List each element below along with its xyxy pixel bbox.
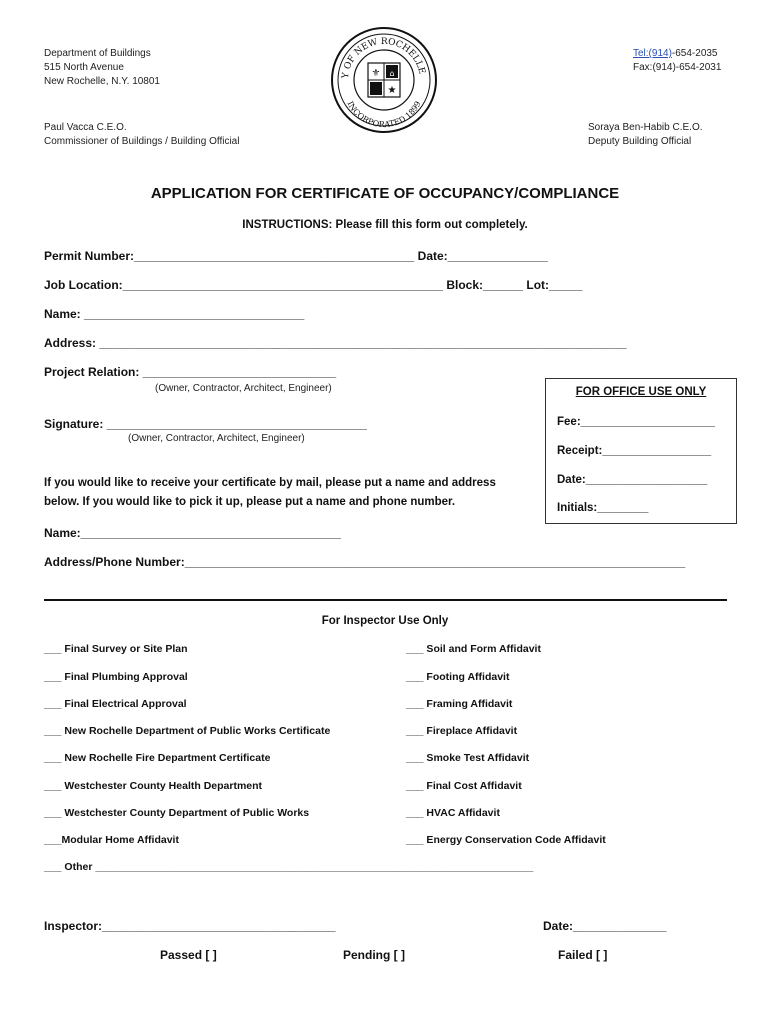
- department-line: Department of Buildings: [44, 48, 151, 59]
- inspector-date-field[interactable]: Date:______________: [543, 919, 667, 933]
- office-use-box: [545, 378, 737, 524]
- contact-block: [633, 47, 721, 75]
- checklist-item-modular-home[interactable]: ___Modular Home Affidavit: [44, 834, 179, 846]
- telephone-link[interactable]: Tel:(914): [633, 48, 672, 59]
- office-receipt-field[interactable]: Receipt:_________________: [557, 445, 712, 457]
- checklist-item-energy-code[interactable]: ___ Energy Conservation Code Affidavit: [406, 834, 606, 846]
- deputy-name: Soraya Ben-Habib C.E.O.: [588, 122, 703, 133]
- office-date-field[interactable]: Date:___________________: [557, 474, 708, 486]
- checklist-item-other[interactable]: ___ Other ___________________________________________________________________________: [44, 861, 534, 873]
- signature-field[interactable]: Signature: _______________________________________: [44, 417, 367, 431]
- telephone-line: [633, 47, 721, 61]
- name-field[interactable]: Name: _________________________________: [44, 307, 305, 321]
- commissioner-title: Commissioner of Buildings / Building Official: [44, 136, 240, 147]
- address-phone-field[interactable]: Address/Phone Number:___________________________________________________________________________: [44, 555, 686, 569]
- inspector-signature-field[interactable]: Inspector:___________________________________: [44, 919, 336, 933]
- telephone-suffix: -654-2035: [671, 48, 718, 59]
- checklist-item-public-works-cert[interactable]: ___ New Rochelle Department of Public Works Certificate: [44, 725, 331, 737]
- deputy-block: [588, 121, 703, 149]
- seal-bottom-text: INCORPORATED 1899: [345, 99, 423, 130]
- checklist-item-final-survey[interactable]: ___ Final Survey or Site Plan: [44, 643, 188, 655]
- pending-checkbox[interactable]: Pending [ ]: [343, 948, 405, 962]
- checklist-item-smoke-test[interactable]: ___ Smoke Test Affidavit: [406, 752, 530, 764]
- inspector-heading: For Inspector Use Only: [321, 615, 449, 627]
- project-relation-note: (Owner, Contractor, Architect, Engineer): [155, 383, 332, 394]
- deputy-title: Deputy Building Official: [588, 136, 692, 147]
- city-seal: [330, 25, 438, 135]
- address-field[interactable]: Address: _______________________________________________________________________________: [44, 336, 627, 350]
- checklist-item-hvac[interactable]: ___ HVAC Affidavit: [406, 807, 500, 819]
- form-title: APPLICATION FOR CERTIFICATE OF OCCUPANCY/COMPLIANCE: [150, 185, 620, 202]
- mail-name-field[interactable]: Name:_______________________________________: [44, 526, 341, 540]
- form-instructions: INSTRUCTIONS: Please fill this form out completely.: [242, 219, 528, 231]
- checklist-item-soil-form[interactable]: ___ Soil and Form Affidavit: [406, 643, 541, 655]
- checklist-item-footing[interactable]: ___ Footing Affidavit: [406, 671, 510, 683]
- mail-instructions-line-2: below. If you would like to pick it up, please put a name and phone number.: [44, 496, 456, 508]
- project-relation-field[interactable]: Project Relation: _____________________________: [44, 365, 337, 379]
- commissioner-name: Paul Vacca C.E.O.: [44, 122, 127, 133]
- job-location-field[interactable]: Job Location:________________________________________________ Block:______ Lot:_____: [44, 278, 583, 292]
- passed-checkbox[interactable]: Passed [ ]: [160, 948, 217, 962]
- office-use-title: FOR OFFICE USE ONLY: [575, 386, 707, 398]
- svg-text:⌂: ⌂: [389, 69, 395, 78]
- checklist-item-plumbing[interactable]: ___ Final Plumbing Approval: [44, 671, 188, 683]
- mail-instructions-line-1: If you would like to receive your certificate by mail, please put a name and address: [44, 477, 496, 489]
- checklist-item-fire-dept-cert[interactable]: ___ New Rochelle Fire Department Certificate: [44, 752, 271, 764]
- svg-text:★: ★: [387, 85, 397, 96]
- seal-top-text: Y OF NEW ROCHELLE: [340, 36, 427, 80]
- checklist-item-health-dept[interactable]: ___ Westchester County Health Department: [44, 780, 263, 792]
- department-address-block: [44, 47, 160, 89]
- failed-checkbox[interactable]: Failed [ ]: [558, 948, 608, 962]
- city-seal-graphic: [330, 25, 438, 135]
- checklist-item-county-public-works[interactable]: ___ Westchester County Department of Public Works: [44, 807, 310, 819]
- office-initials-field[interactable]: Initials:________: [557, 502, 649, 514]
- commissioner-block: [44, 121, 239, 149]
- office-fee-field[interactable]: Fee:_____________________: [557, 416, 715, 428]
- fax-line: Fax:(914)-654-2031: [633, 62, 722, 73]
- checklist-item-final-cost[interactable]: ___ Final Cost Affidavit: [406, 780, 522, 792]
- checklist-item-framing[interactable]: ___ Framing Affidavit: [406, 698, 513, 710]
- checklist-item-electrical[interactable]: ___ Final Electrical Approval: [44, 698, 187, 710]
- street-line: 515 North Avenue: [44, 62, 124, 73]
- section-divider: [44, 599, 727, 601]
- checklist-item-fireplace[interactable]: ___ Fireplace Affidavit: [406, 725, 518, 737]
- svg-text:⚜: ⚜: [371, 68, 381, 79]
- city-line: New Rochelle, N.Y. 10801: [44, 76, 160, 87]
- signature-note: (Owner, Contractor, Architect, Engineer): [128, 433, 305, 444]
- permit-number-field[interactable]: Permit Number:__________________________________________ Date:_______________: [44, 249, 548, 263]
